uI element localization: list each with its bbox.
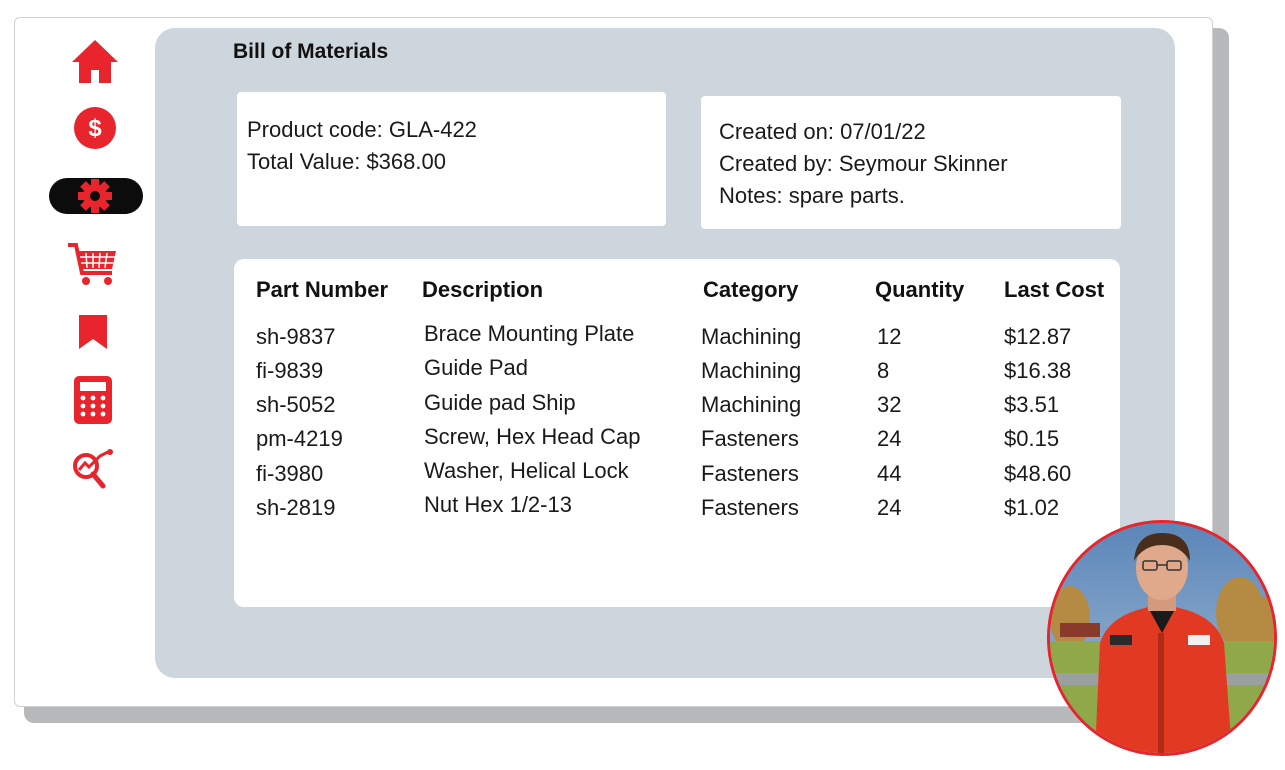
cell-description: Washer, Helical Lock [424,458,629,483]
cell-last-cost: $16.38 [1004,358,1072,383]
sidebar-item-calculator[interactable] [73,375,113,425]
header-last-cost: Last Cost [1004,277,1105,302]
created-on: Created on: 07/01/22 [719,119,926,144]
header-description: Description [422,277,544,302]
cell-last-cost: $3.51 [1004,392,1060,417]
product-info-card [237,92,666,226]
cell-category: Fasteners [701,461,799,486]
cell-quantity: 32 [877,392,902,417]
cell-category: Machining [701,324,802,349]
cell-description: Guide Pad [424,355,528,380]
dollar-icon [73,106,117,150]
header-quantity: Quantity [875,277,965,302]
user-photo [1050,523,1274,753]
search-analytics-icon [70,448,116,490]
cell-last-cost: $12.87 [1004,324,1072,349]
cell-quantity: 24 [877,495,902,520]
bookmark-icon [77,313,109,351]
cell-description: Nut Hex 1/2-13 [424,492,572,517]
total-value: Total Value: $368.00 [247,149,446,174]
cell-category: Fasteners [701,495,799,520]
cell-last-cost: $1.02 [1004,495,1060,520]
header-part-number: Part Number [256,277,389,302]
cell-part-number: pm-4219 [256,426,343,451]
meta-info-card [701,96,1121,229]
header-category: Category [703,277,799,302]
calculator-icon [73,375,113,425]
cell-category: Machining [701,392,802,417]
avatar [1047,520,1277,756]
home-icon [70,36,120,86]
created-by: Created by: Seymour Skinner [719,151,1008,176]
cell-part-number: sh-2819 [256,495,336,520]
sidebar-item-cart[interactable] [66,241,120,287]
svg-text:$: $ [88,115,102,142]
cell-quantity: 44 [877,461,902,486]
cell-description: Screw, Hex Head Cap [424,424,641,449]
cell-description: Brace Mounting Plate [424,321,635,346]
parts-table [234,259,1120,607]
cell-quantity: 8 [877,358,890,383]
cell-part-number: sh-9837 [256,324,336,349]
cell-quantity: 12 [877,324,902,349]
cell-category: Fasteners [701,426,799,451]
cell-part-number: fi-9839 [256,358,324,383]
gear-icon [76,177,114,215]
sidebar-item-finance[interactable] [73,106,117,150]
page-title: Bill of Materials [233,40,389,63]
cell-description: Guide pad Ship [424,390,576,415]
cell-category: Machining [701,358,802,383]
cell-part-number: sh-5052 [256,392,336,417]
cell-part-number: fi-3980 [256,461,324,486]
notes: Notes: spare parts. [719,183,905,208]
product-code: Product code: GLA-422 [247,117,477,142]
shopping-cart-icon [66,241,120,287]
sidebar-item-analytics[interactable] [70,448,116,490]
sidebar-item-bookmarks[interactable] [77,313,109,351]
cell-last-cost: $0.15 [1004,426,1060,451]
cell-quantity: 24 [877,426,902,451]
sidebar-item-settings[interactable] [76,177,114,215]
cell-last-cost: $48.60 [1004,461,1072,486]
sidebar-item-home[interactable] [70,36,120,86]
